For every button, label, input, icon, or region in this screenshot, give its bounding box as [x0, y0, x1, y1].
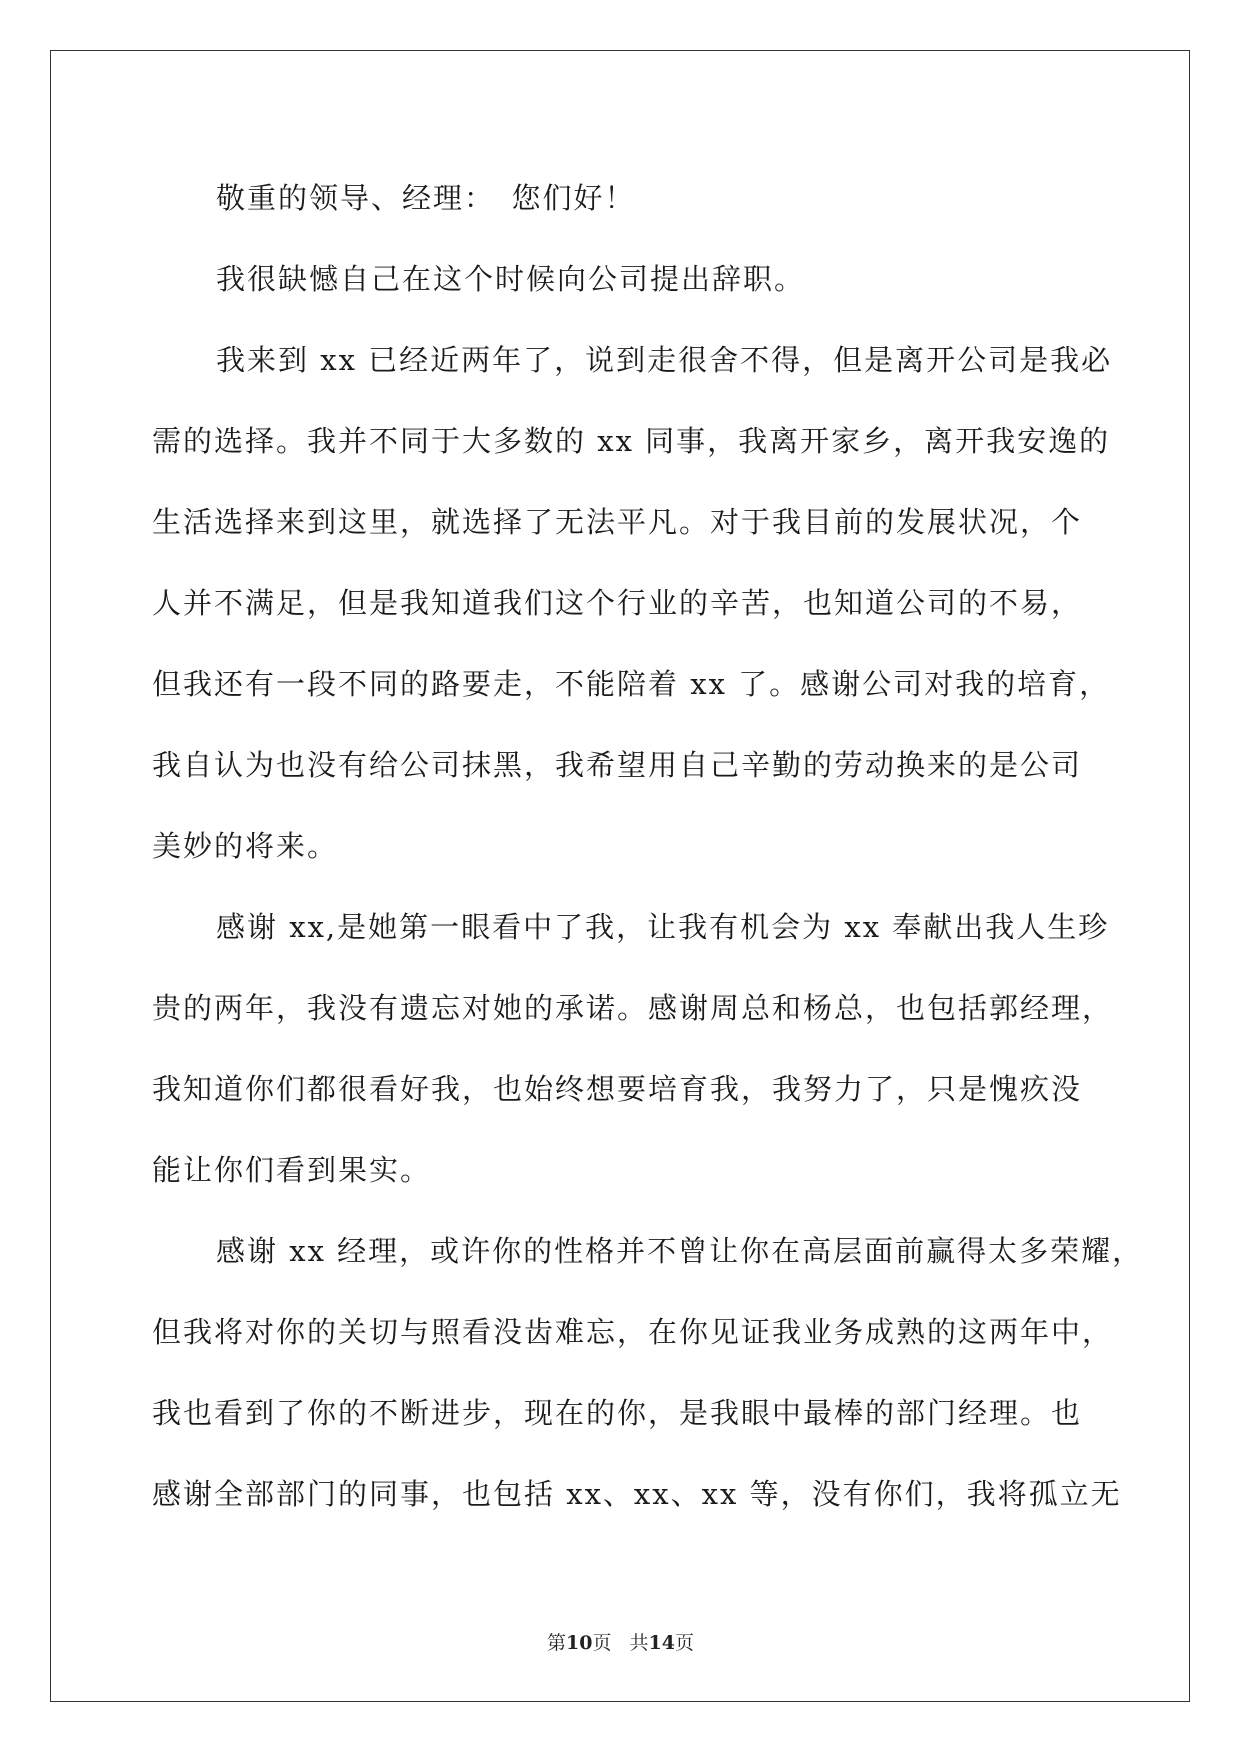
text-line: 人并不满足，但是我知道我们这个行业的辛苦，也知道公司的不易，: [152, 586, 1083, 620]
text-line: 我也看到了你的不断进步，现在的你，是我眼中最棒的部门经理。也: [152, 1396, 1083, 1430]
text-line: 生活选择来到这里，就选择了无法平凡。对于我目前的发展状况，个: [152, 505, 1083, 539]
page-prefix: 第: [547, 1632, 567, 1654]
text-line: 我来到 xx 已经近两年了，说到走很舍不得，但是离开公司是我必: [216, 343, 1113, 377]
page-footer: [0, 1628, 1241, 1655]
text-line: 贵的两年，我没有遗忘对她的承诺。感谢周总和杨总，也包括郭经理，: [152, 991, 1114, 1025]
text-line: 感谢 xx 经理，或许你的性格并不曾让你在高层面前赢得太多荣耀，: [216, 1234, 1144, 1268]
text-line: 需的选择。我并不同于大多数的 xx 同事，我离开家乡，离开我安逸的: [152, 424, 1111, 458]
text-line: 美妙的将来。: [152, 829, 339, 863]
text-line: 敬重的领导、经理： 您们好！: [216, 181, 636, 215]
page-suffix: 页: [592, 1632, 612, 1654]
text-line: 我自认为也没有给公司抹黑，我希望用自己辛勤的劳动换来的是公司: [152, 748, 1083, 782]
text-line: 我知道你们都很看好我，也始终想要培育我，我努力了，只是愧疚没: [152, 1072, 1083, 1106]
total-suffix: 页: [674, 1632, 694, 1654]
text-line: 感谢全部部门的同事，也包括 xx、xx、xx 等，没有你们，我将孤立无: [152, 1477, 1122, 1511]
text-line: 我很缺憾自己在这个时候向公司提出辞职。: [216, 262, 806, 296]
text-line: 能让你们看到果实。: [152, 1153, 432, 1187]
text-line: 但我还有一段不同的路要走，不能陪着 xx 了。感谢公司对我的培育，: [152, 667, 1111, 701]
letter-body: [152, 158, 1144, 1535]
current-page-number: 10: [566, 1632, 593, 1654]
total-page-number: 14: [648, 1632, 675, 1654]
text-line: 但我将对你的关切与照看没齿难忘，在你见证我业务成熟的这两年中，: [152, 1315, 1114, 1349]
total-prefix: 共: [629, 1632, 649, 1654]
text-line: 感谢 xx,是她第一眼看中了我，让我有机会为 xx 奉献出我人生珍: [216, 910, 1110, 944]
